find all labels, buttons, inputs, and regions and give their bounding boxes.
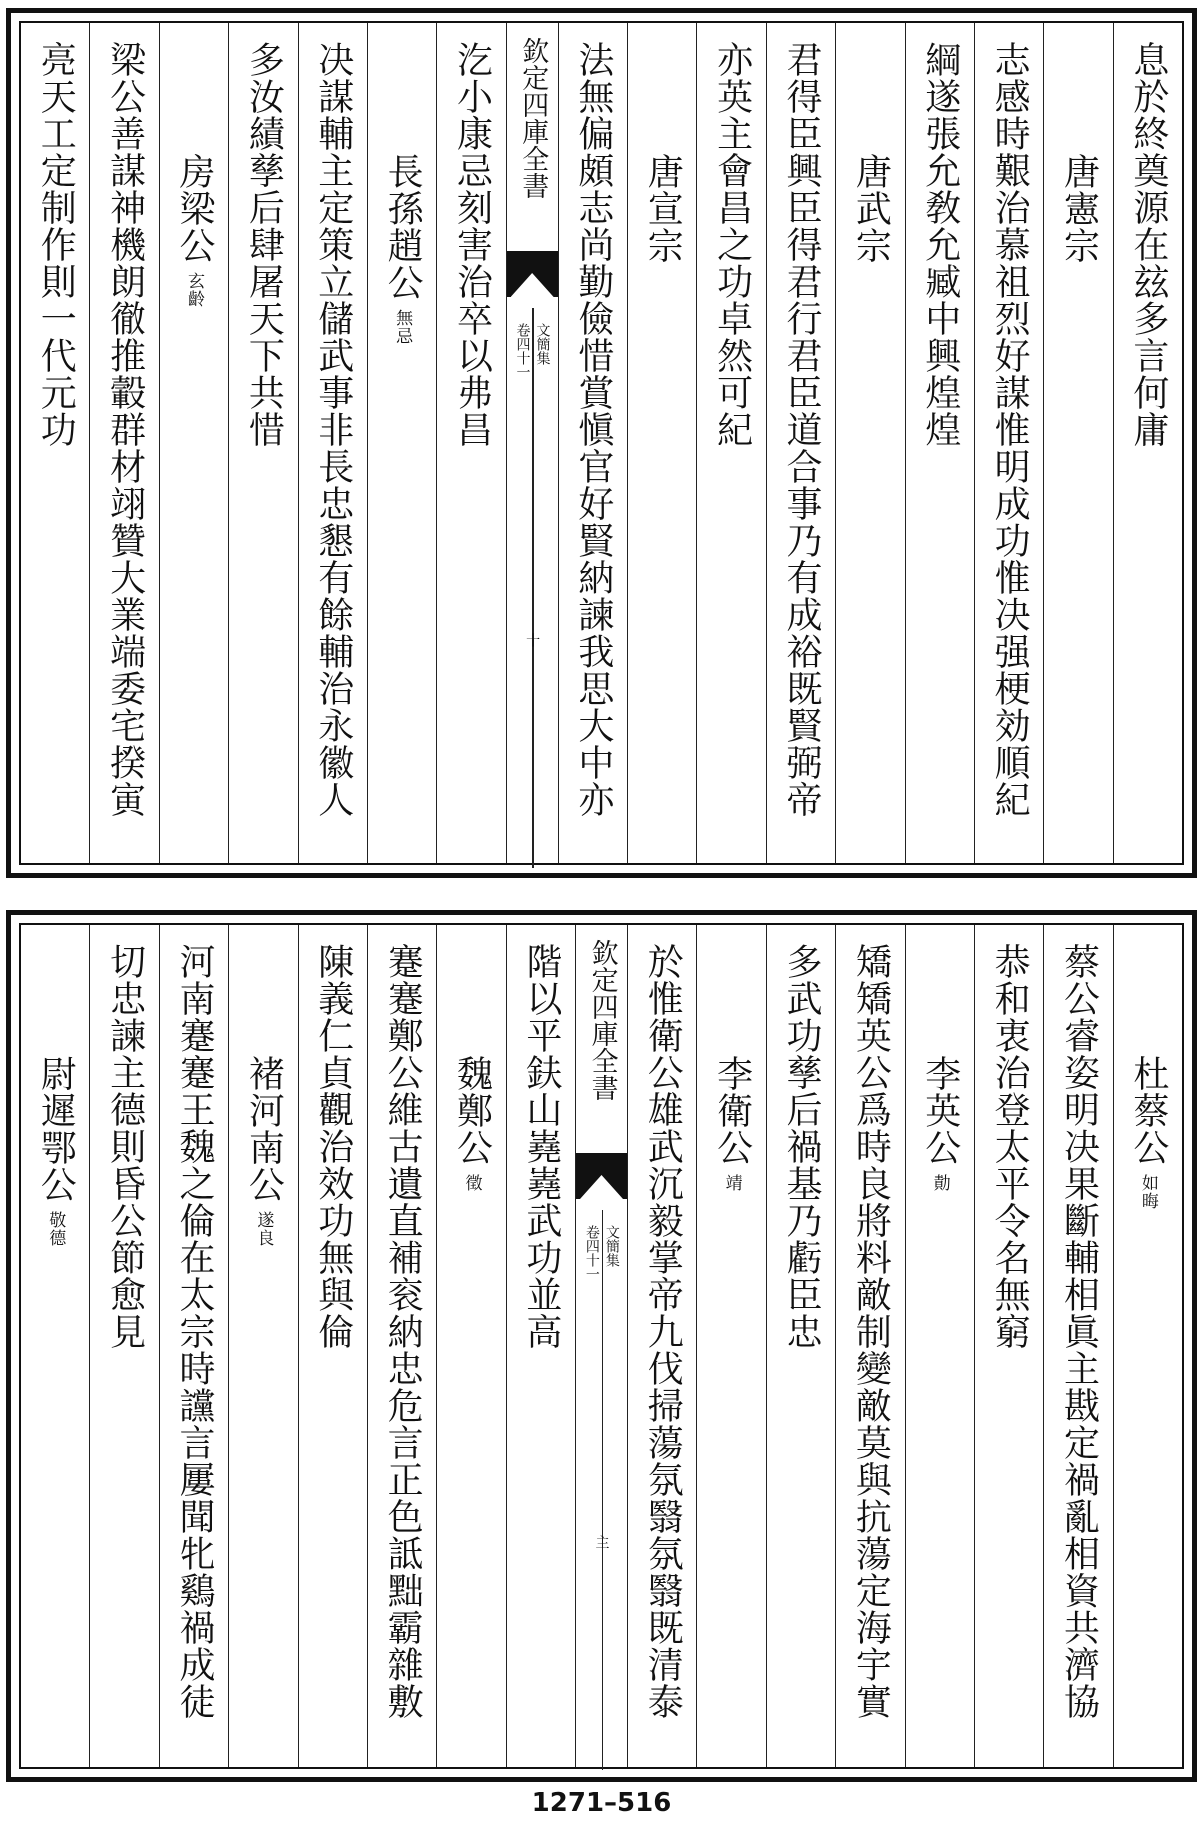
column-text-content: 法無偏頗志尚勤儉惜賞愼官好賢納諫我思大中亦 [572,41,614,818]
column-text [572,41,614,818]
volume-number: 卷四十一 [514,323,531,379]
column-text-content: 房梁公 [173,153,215,264]
section-heading [1058,153,1100,264]
column-text [312,943,354,1350]
column-text-content: 蹇蹇鄭公維古遺直補衮納忠危言正色詆黜霸雜敷 [382,943,424,1720]
annotation-note: 如晦 [1137,1174,1158,1210]
fish-tail-mark-icon [507,251,558,297]
section-heading [451,1055,493,1192]
text-column [367,925,436,1767]
text-column [627,925,696,1767]
page-top-inner [19,21,1184,865]
fish-tail-mark-icon [576,1153,627,1199]
text-column [436,925,505,1767]
text-column [766,925,835,1767]
text-column [835,925,904,1767]
text-column [627,23,696,863]
text-column [905,23,974,863]
text-column [1043,925,1112,1767]
column-text-content: 綱遂張允敎允臧中興煌煌 [919,41,961,448]
text-column [159,925,228,1767]
text-column [696,23,765,863]
column-text-content: 君得臣興臣得君行君臣道合事乃有成裕既賢弼帝 [780,41,822,818]
column-text-content: 蔡公睿姿明决果斷輔相眞主戡定禍亂相資共濟協 [1058,943,1100,1720]
column-text [780,943,822,1350]
column-text [642,943,684,1720]
column-text-content: 長孫趙公 [382,153,424,301]
column-text-content: 杜蔡公 [1127,1055,1169,1166]
annotation-note: 遂良 [253,1211,274,1247]
section-heading [1127,1055,1169,1210]
text-column [436,23,505,863]
column-text [243,41,285,448]
section-heading [382,153,424,345]
text-column [21,925,89,1767]
column-text-content: 於惟衛公雄武沉毅掌帝九伐掃蕩氛翳氛翳既清泰 [642,943,684,1720]
annotation-note: 敬德 [45,1211,66,1247]
column-text [989,41,1031,818]
leaf-number: 十 [524,633,541,647]
text-column [89,925,158,1767]
column-text-content: 志感時艱治慕祖烈好謀惟明成功惟决强梗効順紀 [989,41,1031,818]
text-column [1113,23,1182,863]
section-heading [35,1055,77,1247]
annotation-note: 玄齡 [183,272,204,308]
annotation-note: 無忌 [392,309,413,345]
column-text-content: 唐憲宗 [1058,153,1100,264]
column-text-content: 决謀輔主定策立儲武事非長忠懇有餘輔治永徽人 [312,41,354,818]
text-column [905,925,974,1767]
text-column [1043,23,1112,863]
section-heading [711,1055,753,1192]
column-text-content: 多武功孳后禍基乃虧臣忠 [780,943,822,1350]
text-column [974,925,1043,1767]
text-column [696,925,765,1767]
column-text-content: 唐武宗 [850,153,892,264]
column-text-content: 梁公善謀神機朗徹推轂群材翊贊大業端委宅揆寅 [104,41,146,818]
collection-title: 欽定四庫全書 [586,939,618,1101]
collection-title: 欽定四庫全書 [517,37,549,199]
text-column [298,23,367,863]
volume-number: 卷四十一 [583,1225,600,1281]
annotation-note: 徵 [461,1174,482,1192]
column-text-content: 切忠諫主德則昏公節愈見 [104,943,146,1350]
text-column [367,23,436,863]
annotation-note: 靖 [721,1174,742,1192]
column-text [1127,41,1169,448]
page-bottom-inner [19,923,1184,1769]
column-text [35,41,77,448]
column-text [312,41,354,818]
book-name: 文簡集 [534,323,551,365]
text-column [298,925,367,1767]
column-text-content: 亦英主會昌之功卓然可紀 [711,41,753,448]
column-text [919,41,961,448]
section-heading [173,153,215,308]
center-band [575,925,627,1767]
section-heading [243,1055,285,1247]
column-text [1058,943,1100,1720]
column-text-content: 息於終奠源在玆多言何庸 [1127,41,1169,448]
column-text-content: 階以平鈇山嶤嶤武功並高 [520,943,562,1350]
column-text-content: 李衛公 [711,1055,753,1166]
column-text [104,41,146,818]
text-column [506,925,575,1767]
page-number: 1271–516 [531,1788,672,1818]
text-column [835,23,904,863]
column-text-content: 李英公 [919,1055,961,1166]
text-column [228,23,297,863]
column-text [382,943,424,1720]
column-text [451,41,493,448]
leaf-number: 主 [593,1535,610,1549]
column-text [780,41,822,818]
column-text-content: 尉遲鄂公 [35,1055,77,1203]
text-column [974,23,1043,863]
column-text [520,943,562,1350]
column-text [104,943,146,1350]
column-text-content: 恭和衷治登太平令名無窮 [989,943,1031,1350]
column-text-content: 唐宣宗 [642,153,684,264]
column-text [850,943,892,1720]
text-column [766,23,835,863]
page-bottom [6,910,1197,1782]
column-text [989,943,1031,1350]
column-text-content: 亮天工定制作則一代元功 [35,41,77,448]
section-heading [850,153,892,264]
column-text-content: 矯矯英公爲時良將料敵制變敵莫與抗蕩定海宇實 [850,943,892,1720]
text-column [558,23,627,863]
band-divider [532,308,534,868]
column-text-content: 魏鄭公 [451,1055,493,1166]
book-name: 文簡集 [603,1225,620,1267]
text-column [89,23,158,863]
column-text-content: 多汝績孳后肆屠天下共惜 [243,41,285,448]
column-text-content: 河南蹇蹇王魏之倫在太宗時讜言屢聞牝鷄禍成徒 [173,943,215,1720]
text-column [159,23,228,863]
section-heading [919,1055,961,1192]
text-column [21,23,89,863]
column-text-content: 汔小康忌刻害治卒以弗昌 [451,41,493,448]
text-column [1113,925,1182,1767]
band-divider [602,1210,604,1770]
column-text-content: 陳義仁貞觀治效功無與倫 [312,943,354,1350]
section-heading [642,153,684,264]
center-band [506,23,558,863]
column-text [711,41,753,448]
column-text-content: 褚河南公 [243,1055,285,1203]
column-text [173,943,215,1720]
text-column [228,925,297,1767]
annotation-note: 勣 [929,1174,950,1192]
page-top [6,8,1197,878]
